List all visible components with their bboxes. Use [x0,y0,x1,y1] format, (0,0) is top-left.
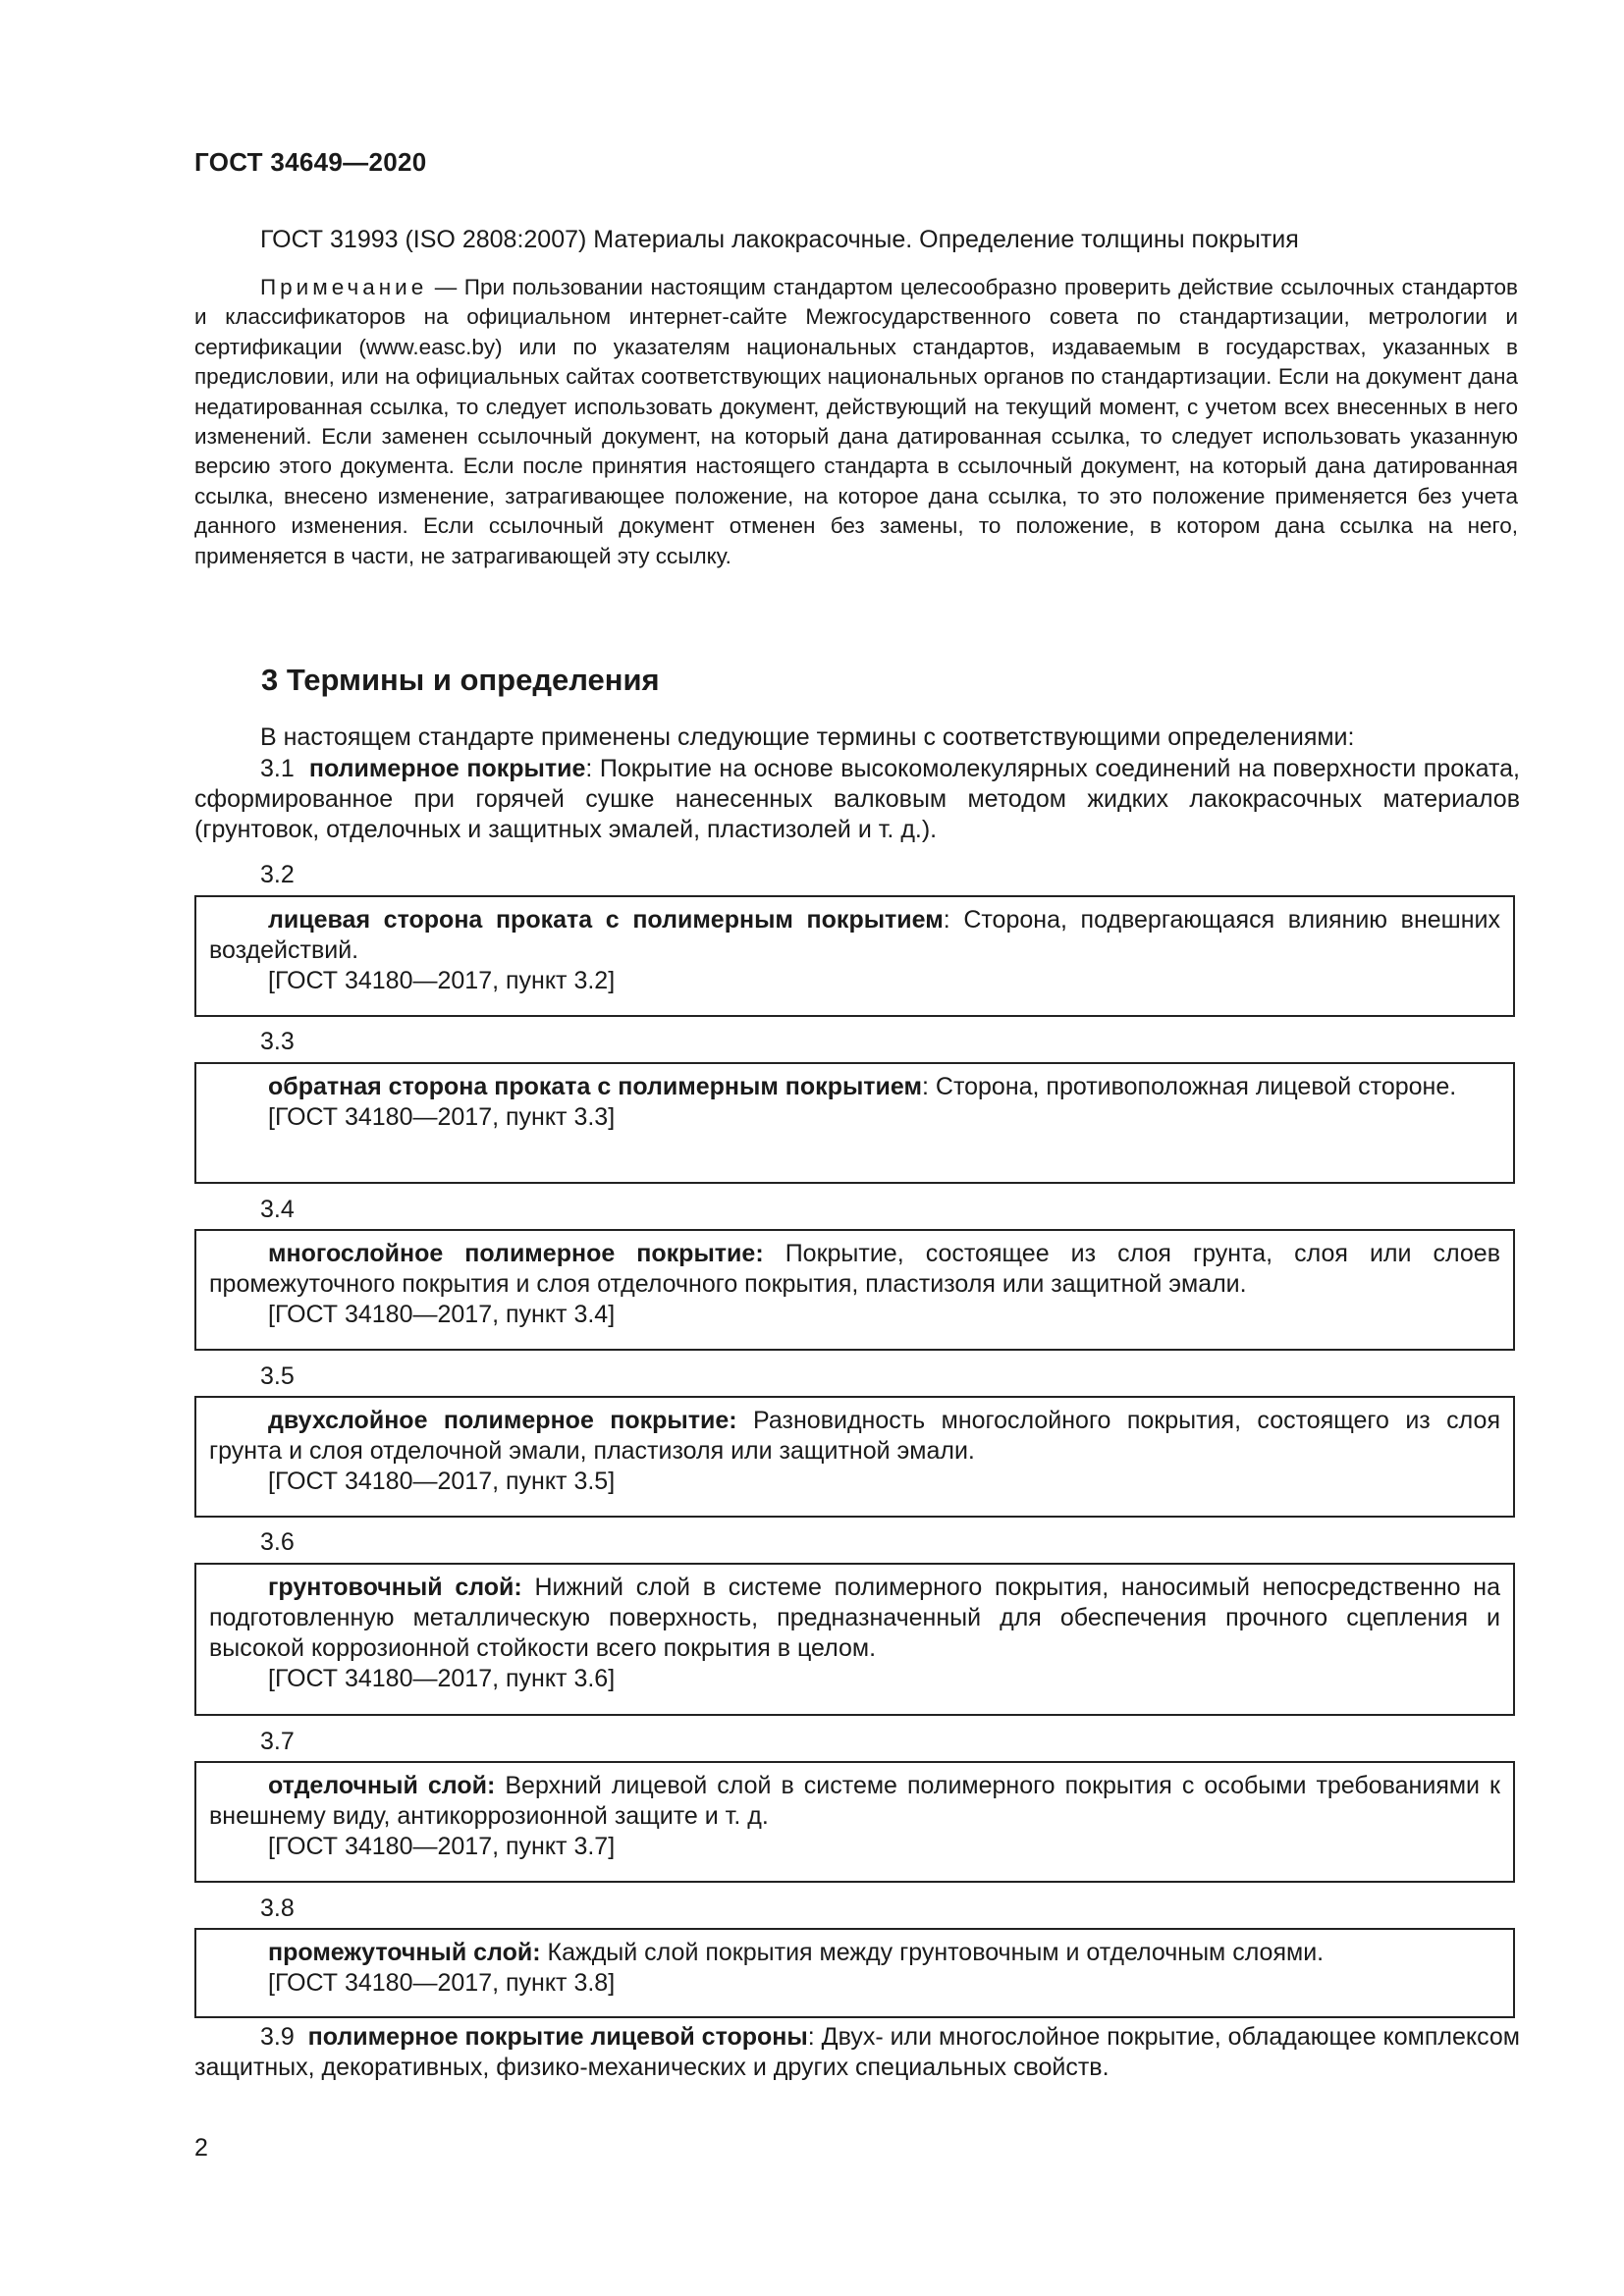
term-definition: Каждый слой покрытия между грунтовочным и отделочным слоями. [540,1939,1325,1966]
term-source: [ГОСТ 34180—2017, пункт 3.7] [268,1833,616,1860]
term-source: [ГОСТ 34180—2017, пункт 3.8] [268,1969,616,1997]
page-number: 2 [194,2134,208,2162]
term-number: 3.3 [260,1028,295,1055]
term-name: лицевая сторона проката с полимерным покрытием [268,906,944,934]
term-body [209,1239,1500,1300]
term-box-3-2 [194,895,1515,1017]
term-body [209,1938,1500,1968]
term-source: [ГОСТ 34180—2017, пункт 3.2] [268,967,616,994]
term-name: обратная сторона проката с полимерным покрытием [268,1073,922,1100]
term-number: 3.8 [260,1895,295,1922]
term-number: 3.1 [260,755,295,782]
term-box-3-8 [194,1928,1515,2018]
term-definition: : Двух- или многослойное покрытие, обладающее комплексом защитных, декоративных, физико-механических и других специальных свойств. [194,2023,1520,2081]
note-paragraph [194,273,1518,571]
term-source: [ГОСТ 34180—2017, пункт 3.5] [268,1468,616,1495]
term-number: 3.7 [260,1728,295,1755]
term-name: полимерное покрытие лицевой стороны [307,2023,808,2051]
term-name: отделочный слой: [268,1772,496,1799]
term-3-9 [194,2022,1520,2083]
term-name: полимерное покрытие [308,755,586,782]
normative-reference: ГОСТ 31993 (ISO 2808:2007) Материалы лакокрасочные. Определение толщины покрытия [260,226,1299,253]
term-3-1 [194,754,1520,845]
term-number: 3.2 [260,861,295,888]
term-definition: Покрытие, состоящее из слоя грунта, слоя или слоев промежуточного покрытия и слоя отделочного покрытия, пластизоля или защитной эмали. [209,1240,1500,1298]
term-name: промежуточный слой: [268,1939,541,1966]
section-title: 3 Термины и определения [261,663,660,697]
term-box-3-4 [194,1229,1515,1351]
term-name: двухслойное полимерное покрытие: [268,1407,737,1434]
term-definition: : Сторона, подвергающаяся влиянию внешних воздействий. [209,906,1501,964]
term-box-3-3 [194,1062,1515,1184]
term-definition: Разновидность многослойного покрытия, состоящего из слоя грунта и слоя отделочной эмали, пластизоля или защитной эмали. [209,1407,1500,1465]
term-box-3-6 [194,1563,1515,1716]
document-header: ГОСТ 34649—2020 [194,147,427,177]
section-intro: В настоящем стандарте применены следующие термины с соответствующими определениями: [260,723,1355,751]
term-name: многослойное полимерное покрытие: [268,1240,764,1267]
term-number: 3.9 [260,2023,295,2051]
term-box-3-7 [194,1761,1515,1883]
term-source: [ГОСТ 34180—2017, пункт 3.6] [268,1665,616,1692]
term-body [209,1406,1500,1467]
term-body [209,1771,1500,1832]
term-definition: : Покрытие на основе высокомолекулярных соединений на поверхности проката, сформированное при горячей сушке нанесенных валковым методом жидких лакокрасочных материалов (грунтовок, отделочных и защитных эмалей, пластизолей и т. д.). [194,755,1520,843]
term-source: [ГОСТ 34180—2017, пункт 3.3] [268,1103,616,1131]
term-definition: Верхний лицевой слой в системе полимерного покрытия с особыми требованиями к внешнему виду, антикоррозионной защите и т. д. [209,1772,1500,1830]
term-name: грунтовочный слой: [268,1574,522,1601]
term-number: 3.4 [260,1196,295,1223]
term-definition: Нижний слой в системе полимерного покрытия, наносимый непосредственно на подготовленную металлическую поверхность, предназначенный для обеспечения прочного сцепления и высокой коррозионной стойкости всего покрытия в целом. [209,1574,1501,1662]
term-source: [ГОСТ 34180—2017, пункт 3.4] [268,1301,616,1328]
term-body [209,1072,1500,1102]
note-label: Примечание [260,275,428,299]
term-box-3-5 [194,1396,1515,1518]
term-number: 3.5 [260,1362,295,1390]
term-body [209,905,1500,966]
term-definition: : Сторона, противоположная лицевой стороне. [922,1073,1457,1100]
term-body [209,1573,1500,1664]
term-number: 3.6 [260,1528,295,1556]
note-text: — При пользовании настоящим стандартом целесообразно проверить действие ссылочных стандартов и классификаторов на официальном интернет-сайте Межгосударственного совета по стандартизации, метрологии и сертификации (www.easc.by) или по указателям национальных стандартов, издаваемым в государствах, указанных в предисловии, или на официальных сайтах соответствующих национальных органов по стандартизации. Если на документ дана недатированная ссылка, то следует использовать документ, действующий на текущий момент, с учетом всех внесенных в него изменений. Если заменен ссылочный документ, на который дана датированная ссылка, то следует использовать указанную версию этого документа. Если после принятия настоящего стандарта в ссылочный документ, на который дана датированная ссылка, внесено изменение, затрагивающее положение, на которое дана ссылка, то это положение применяется без учета данного изменения. Если ссылочный документ отменен без замены, то положение, в котором дана ссылка на него, применяется в части, не затрагивающей эту ссылку. [194,275,1518,568]
